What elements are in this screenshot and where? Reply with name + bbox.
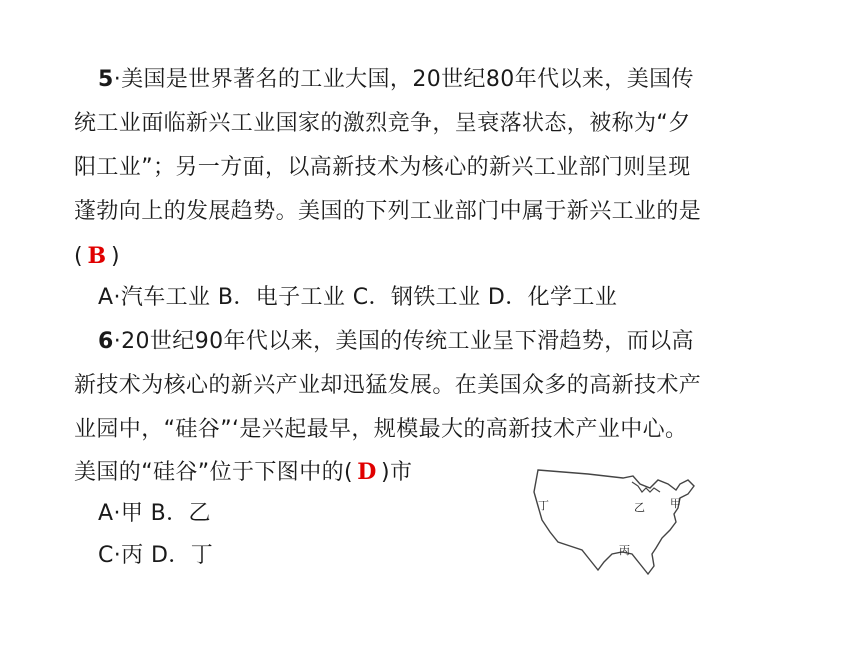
q5-number: 5 bbox=[98, 67, 114, 92]
q6-line-3: 业园中，“硅谷”‘是兴起最早，规模最大的高新技术产业中心。 bbox=[74, 417, 688, 442]
q6-text-4-post: )市 bbox=[380, 460, 413, 485]
map-label-jia: 甲 bbox=[670, 497, 681, 510]
q5-line-3: 阳工业”；另一方面，以高新技术为核心的新兴工业部门则呈现 bbox=[74, 155, 691, 180]
map-label-ding: 丁 bbox=[538, 499, 549, 512]
q5-options: A·汽车工业 B．电子工业 C．钢铁工业 D．化学工业 bbox=[98, 285, 618, 310]
q6-line-1 bbox=[98, 328, 694, 356]
q5-paren-close: ) bbox=[110, 244, 120, 269]
q6-text-1: ·20世纪90年代以来，美国的传统工业呈下滑趋势，而以高 bbox=[113, 329, 694, 354]
q6-options-1: A·甲 B．乙 bbox=[98, 501, 211, 526]
usa-outline bbox=[534, 470, 694, 574]
q6-text-4-pre: 美国的“硅谷”位于下图中的( bbox=[74, 460, 353, 485]
q6-number: 6 bbox=[98, 329, 114, 354]
map-label-bing: 丙 bbox=[619, 544, 630, 557]
q6-answer: D bbox=[357, 459, 377, 485]
q5-line-4: 蓬勃向上的发展趋势。美国的下列工业部门中属于新兴工业的是 bbox=[74, 199, 702, 224]
usa-outline-map bbox=[528, 462, 704, 580]
q5-text-1: ·美国是世界著名的工业大国，20世纪80年代以来，美国传 bbox=[113, 67, 694, 92]
q5-paren-open: ( bbox=[74, 244, 83, 269]
q6-line-4 bbox=[74, 458, 412, 487]
q5-answer: B bbox=[87, 243, 107, 269]
q6-options-2: C·丙 D．丁 bbox=[98, 543, 214, 568]
map-label-yi: 乙 bbox=[634, 501, 645, 514]
q6-line-2: 新技术为核心的新兴产业却迅猛发展。在美国众多的高新技术产 bbox=[74, 373, 702, 398]
q5-line-2: 统工业面临新兴工业国家的激烈竞争，呈衰落状态，被称为“夕 bbox=[74, 111, 691, 136]
q5-line-1 bbox=[98, 66, 694, 94]
q5-answer-line bbox=[74, 242, 120, 271]
